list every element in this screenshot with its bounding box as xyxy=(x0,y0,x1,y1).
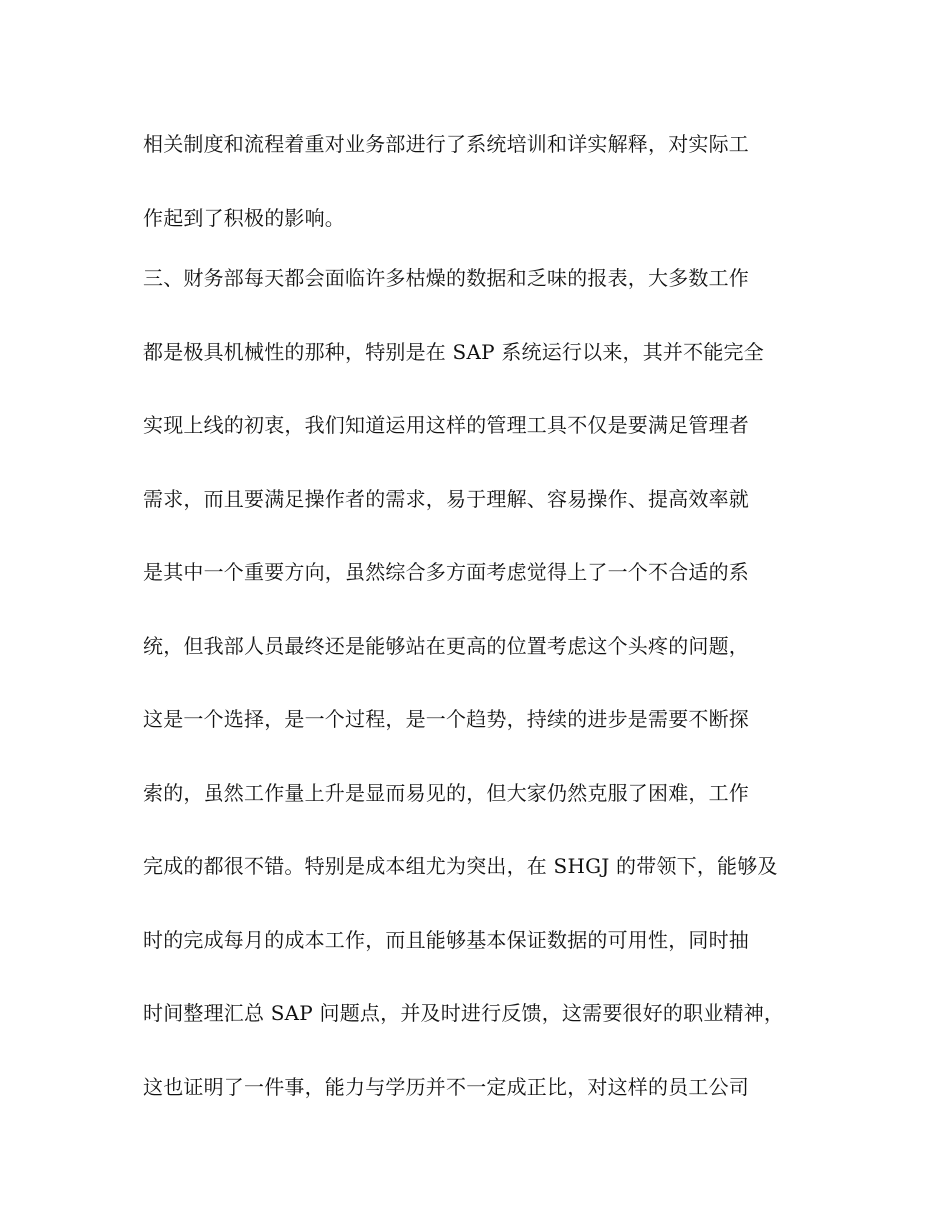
text-line: 需求，而且要满足操作者的需求，易于理解、容易操作、提高效率就 xyxy=(143,487,749,511)
text-line: 索的，虽然工作量上升是显而易见的，但大家仍然克服了困难，工作 xyxy=(143,781,749,805)
text-line: 都是极具机械性的那种，特别是在 SAP 系统运行以来，其并不能完全 xyxy=(143,340,764,364)
text-line: 完成的都很不错。特别是成本组尤为突出，在 SHGJ 的带领下，能够及 xyxy=(143,854,778,878)
text-line: 三、财务部每天都会面临许多枯燥的数据和乏味的报表，大多数工作 xyxy=(143,266,749,290)
text-line: 时间整理汇总 SAP 问题点，并及时进行反馈，这需要很好的职业精神， xyxy=(143,1001,785,1025)
text-line: 是其中一个重要方向，虽然综合多方面考虑觉得上了一个不合适的系 xyxy=(143,560,749,584)
text-line: 作起到了积极的影响。 xyxy=(143,206,345,230)
text-line: 相关制度和流程着重对业务部进行了系统培训和详实解释，对实际工 xyxy=(143,132,749,156)
text-line: 这也证明了一件事，能力与学历并不一定成正比，对这样的员工公司 xyxy=(143,1075,749,1099)
text-line: 时的完成每月的成本工作，而且能够基本保证数据的可用性，同时抽 xyxy=(143,928,749,952)
text-line: 统，但我部人员最终还是能够站在更高的位置考虑这个头疼的问题， xyxy=(143,634,749,658)
text-line: 实现上线的初衷，我们知道运用这样的管理工具不仅是要满足管理者 xyxy=(143,413,749,437)
text-line: 这是一个选择，是一个过程，是一个趋势，持续的进步是需要不断探 xyxy=(143,707,749,731)
